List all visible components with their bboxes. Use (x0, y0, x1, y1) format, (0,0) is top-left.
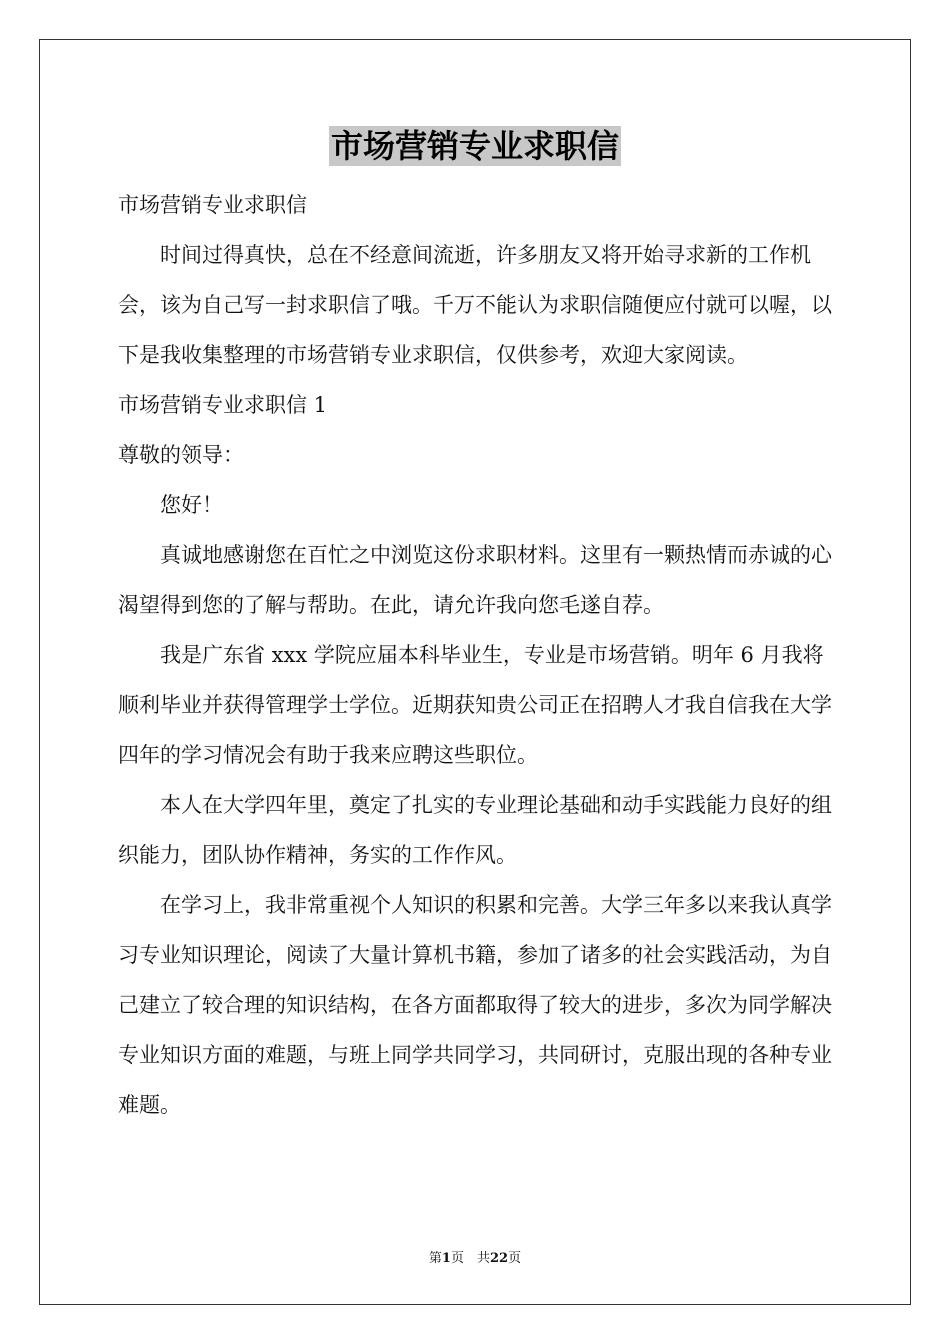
page-current: 1 (441, 1251, 451, 1266)
page-total: 22 (489, 1251, 509, 1266)
paragraph-greeting: 您好！ (160, 493, 223, 517)
paragraph-abilities: 本人在大学四年里，奠定了扎实的专业理论基础和动手实践能力良好的组织能力，团队协作精神，务实的工作作风。 (118, 793, 832, 867)
document-body (118, 180, 834, 1130)
paragraph-study: 在学习上，我非常重视个人知识的积累和完善。大学三年多以来我认真学习专业知识理论，阅读了大量计算机书籍，参加了诸多的社会实践活动，为自己建立了较合理的知识结构，在各方面都取得了较大的进步，多次为同学解决专业知识方面的难题，与班上同学共同学习，共同研讨，克服出现的各种专业难题。 (118, 893, 832, 1117)
paragraph-letter-heading: 市场营销专业求职信 1 (118, 393, 328, 417)
page-suffix: 页 (508, 1251, 522, 1266)
paragraph-self-intro: 我是广东省 xxx 学院应届本科毕业生，专业是市场营销。明年 6 月我将顺利毕业并获得管理学士学位。近期获知贵公司正在招聘人才我自信我在大学四年的学习情况会有助于我来应聘这些职位。 (118, 643, 832, 767)
paragraph-salutation: 尊敬的领导： (118, 443, 244, 467)
document-title (0, 126, 950, 166)
paragraph-thanks: 真诚地感谢您在百忙之中浏览这份求职材料。这里有一颗热情而赤诚的心渴望得到您的了解与帮助。在此，请允许我向您毛遂自荐。 (118, 543, 832, 617)
page-footer (0, 1247, 950, 1266)
document-title-text: 市场营销专业求职信 (330, 127, 619, 165)
page-prefix: 第 (428, 1251, 442, 1266)
paragraph-intro: 时间过得真快，总在不经意间流逝，许多朋友又将开始寻求新的工作机会，该为自己写一封求职信了哦。千万不能认为求职信随便应付就可以喔，以下是我收集整理的市场营销专业求职信，仅供参考，欢迎大家阅读。 (118, 243, 832, 367)
page-mid: 页 共 (450, 1251, 490, 1266)
paragraph-heading: 市场营销专业求职信 (118, 193, 307, 217)
